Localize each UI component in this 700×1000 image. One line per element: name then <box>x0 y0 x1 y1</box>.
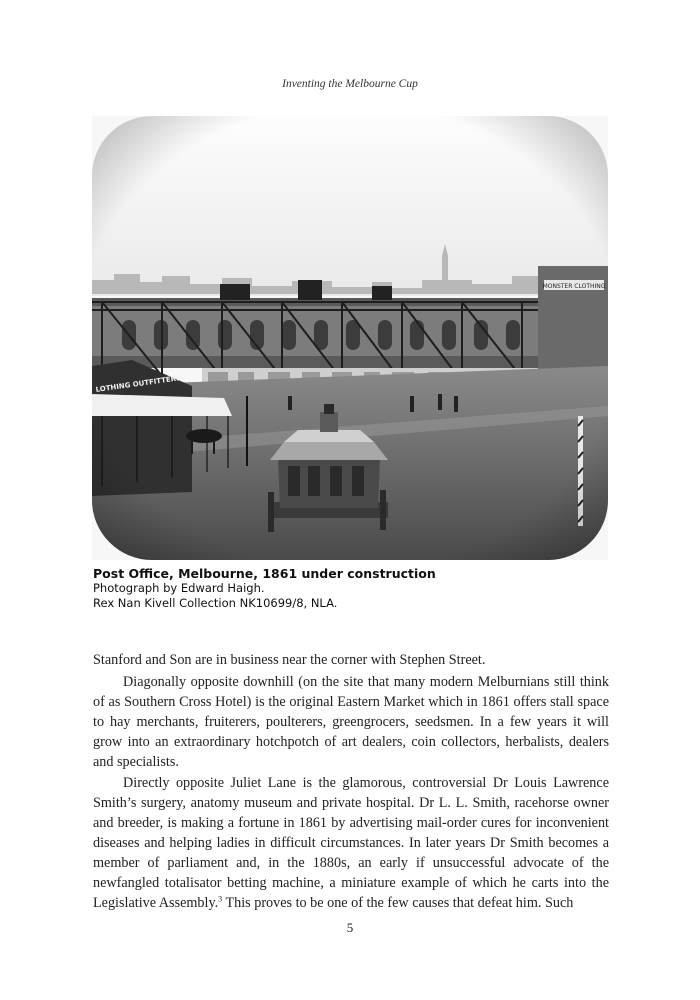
paragraph-2: Diagonally opposite downhill (on the site that many modern Melburnians still think of as Southern Cross Hotel) is the original Eastern Market which in 1861 offers stall space to hay merchants, fruiterers, poulterers, greengrocers, seedsmen. In a few years it will grow into an extraordinary hotchpotch of art dealers, coin collectors, herbalists, dealers and specialists. <box>93 673 609 770</box>
caption-title: Post Office, Melbourne, 1861 under construction <box>93 566 436 581</box>
paragraph-1: Stanford and Son are in business near the corner with Stephen Street. <box>93 652 486 668</box>
photo-caption <box>93 566 613 611</box>
running-head: Inventing the Melbourne Cup <box>282 78 418 90</box>
caption-credit: Photograph by Edward Haigh. <box>93 581 265 595</box>
paragraph-3-continuation: This proves to be one of the few causes that defeat him. Such <box>222 894 574 911</box>
footnote-reference[interactable]: 3 <box>218 894 223 904</box>
paragraph-3-text: Directly opposite Juliet Lane is the glamorous, controversial Dr Louis Lawrence Smith’s surgery, anatomy museum and private hospital. Dr L. L. Smith, racehorse owner and breeder, is making a fortune in 1861 by advertising mail-order cures for inconvenient diseases and helping ladies in difficult circumstances. In later years Dr Smith becomes a member of parliament and, in the 1880s, an early if unsuccessful advocate of the newfangled totalisator betting machine, a miniature example of which he carts into the Legislative Assembly. <box>93 775 609 911</box>
historical-photograph <box>92 116 608 560</box>
body-text <box>93 651 609 914</box>
caption-collection: Rex Nan Kivell Collection NK10699/8, NLA. <box>93 596 338 610</box>
page-number: 5 <box>346 920 354 935</box>
paragraph-3 <box>93 774 609 913</box>
